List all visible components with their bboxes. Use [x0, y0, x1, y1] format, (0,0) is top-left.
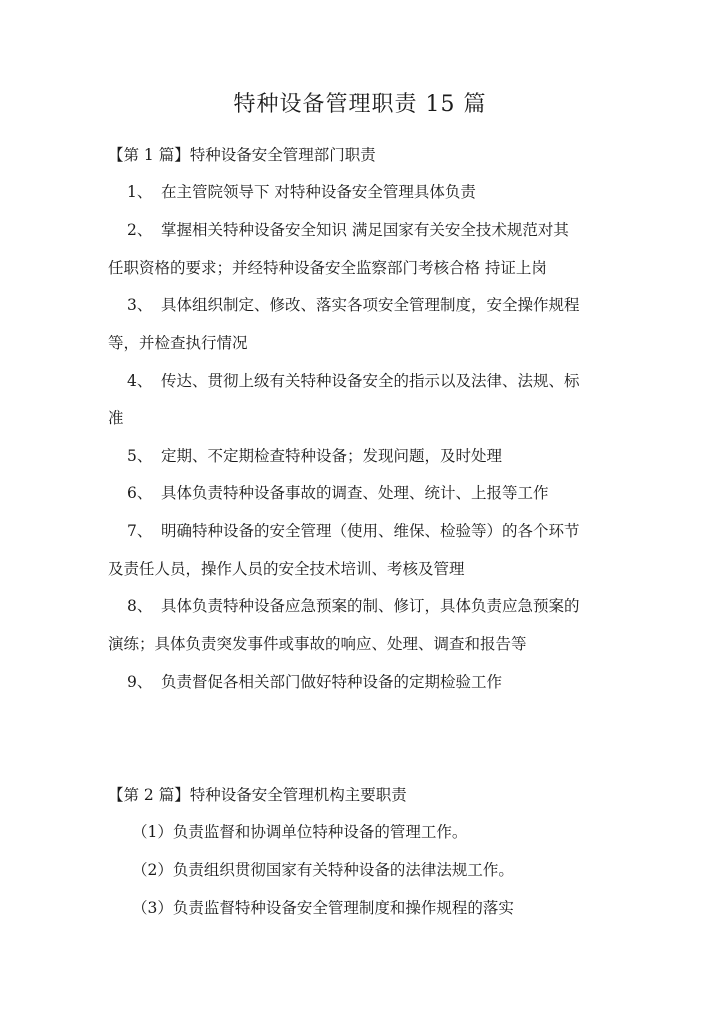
item-text: 掌握相关特种设备安全知识 满足国家有关安全技术规范对其: [161, 221, 569, 239]
item-number: 5、: [127, 447, 153, 465]
list-item: [127, 520, 580, 542]
item-text-continued: 等，并检查执行情况: [108, 334, 248, 352]
item-number: 2、: [127, 221, 153, 239]
item-text: 明确特种设备的安全管理（使用、维保、检验等）的各个环节: [161, 522, 580, 540]
list-item: [127, 181, 476, 203]
list-item: （1）负责监督和协调单位特种设备的管理工作。: [132, 823, 468, 841]
item-number: 7、: [127, 522, 153, 540]
item-text: 具体组织制定、修改、落实各项安全管理制度，安全操作规程: [161, 296, 580, 314]
list-item: [127, 445, 502, 467]
section-1-heading: 【第 1 篇】特种设备安全管理部门职责: [108, 146, 376, 164]
item-text: 传达、贯彻上级有关特种设备安全的指示以及法律、法规、标: [161, 372, 580, 390]
list-item: （3）负责监督特种设备安全管理制度和操作规程的落实: [132, 899, 514, 917]
document-title: 特种设备管理职责 15 篇: [233, 92, 487, 117]
item-text-continued: 任职资格的要求；并经特种设备安全监察部门考核合格 持证上岗: [108, 259, 547, 277]
list-item: [127, 370, 580, 392]
list-item: [127, 482, 549, 504]
item-text: 具体负责特种设备应急预案的制、修订，具体负责应急预案的: [161, 597, 580, 615]
item-number: 3、: [127, 296, 153, 314]
item-text: 具体负责特种设备事故的调查、处理、统计、上报等工作: [161, 484, 549, 502]
item-text-continued: 演练；具体负责突发事件或事故的响应、处理、调查和报告等: [108, 635, 527, 653]
item-text: 负责督促各相关部门做好特种设备的定期检验工作: [161, 673, 503, 691]
list-item: [127, 595, 580, 617]
list-item: [127, 671, 502, 693]
item-text-continued: 准: [108, 409, 124, 427]
list-item: [127, 219, 569, 241]
item-number: 1、: [127, 183, 153, 201]
item-number: 6、: [127, 484, 153, 502]
list-item: （2）负责组织贯彻国家有关特种设备的法律法规工作。: [132, 861, 514, 879]
item-text: 在主管院领导下 对特种设备安全管理具体负责: [161, 183, 476, 201]
item-text-continued: 及责任人员，操作人员的安全技术培训、考核及管理: [108, 560, 465, 578]
item-number: 9、: [127, 673, 153, 691]
item-number: 8、: [127, 597, 153, 615]
item-number: 4、: [127, 372, 153, 390]
list-item: [127, 294, 580, 316]
section-2-heading: 【第 2 篇】特种设备安全管理机构主要职责: [108, 786, 407, 804]
item-text: 定期、不定期检查特种设备；发现问题，及时处理: [161, 447, 503, 465]
